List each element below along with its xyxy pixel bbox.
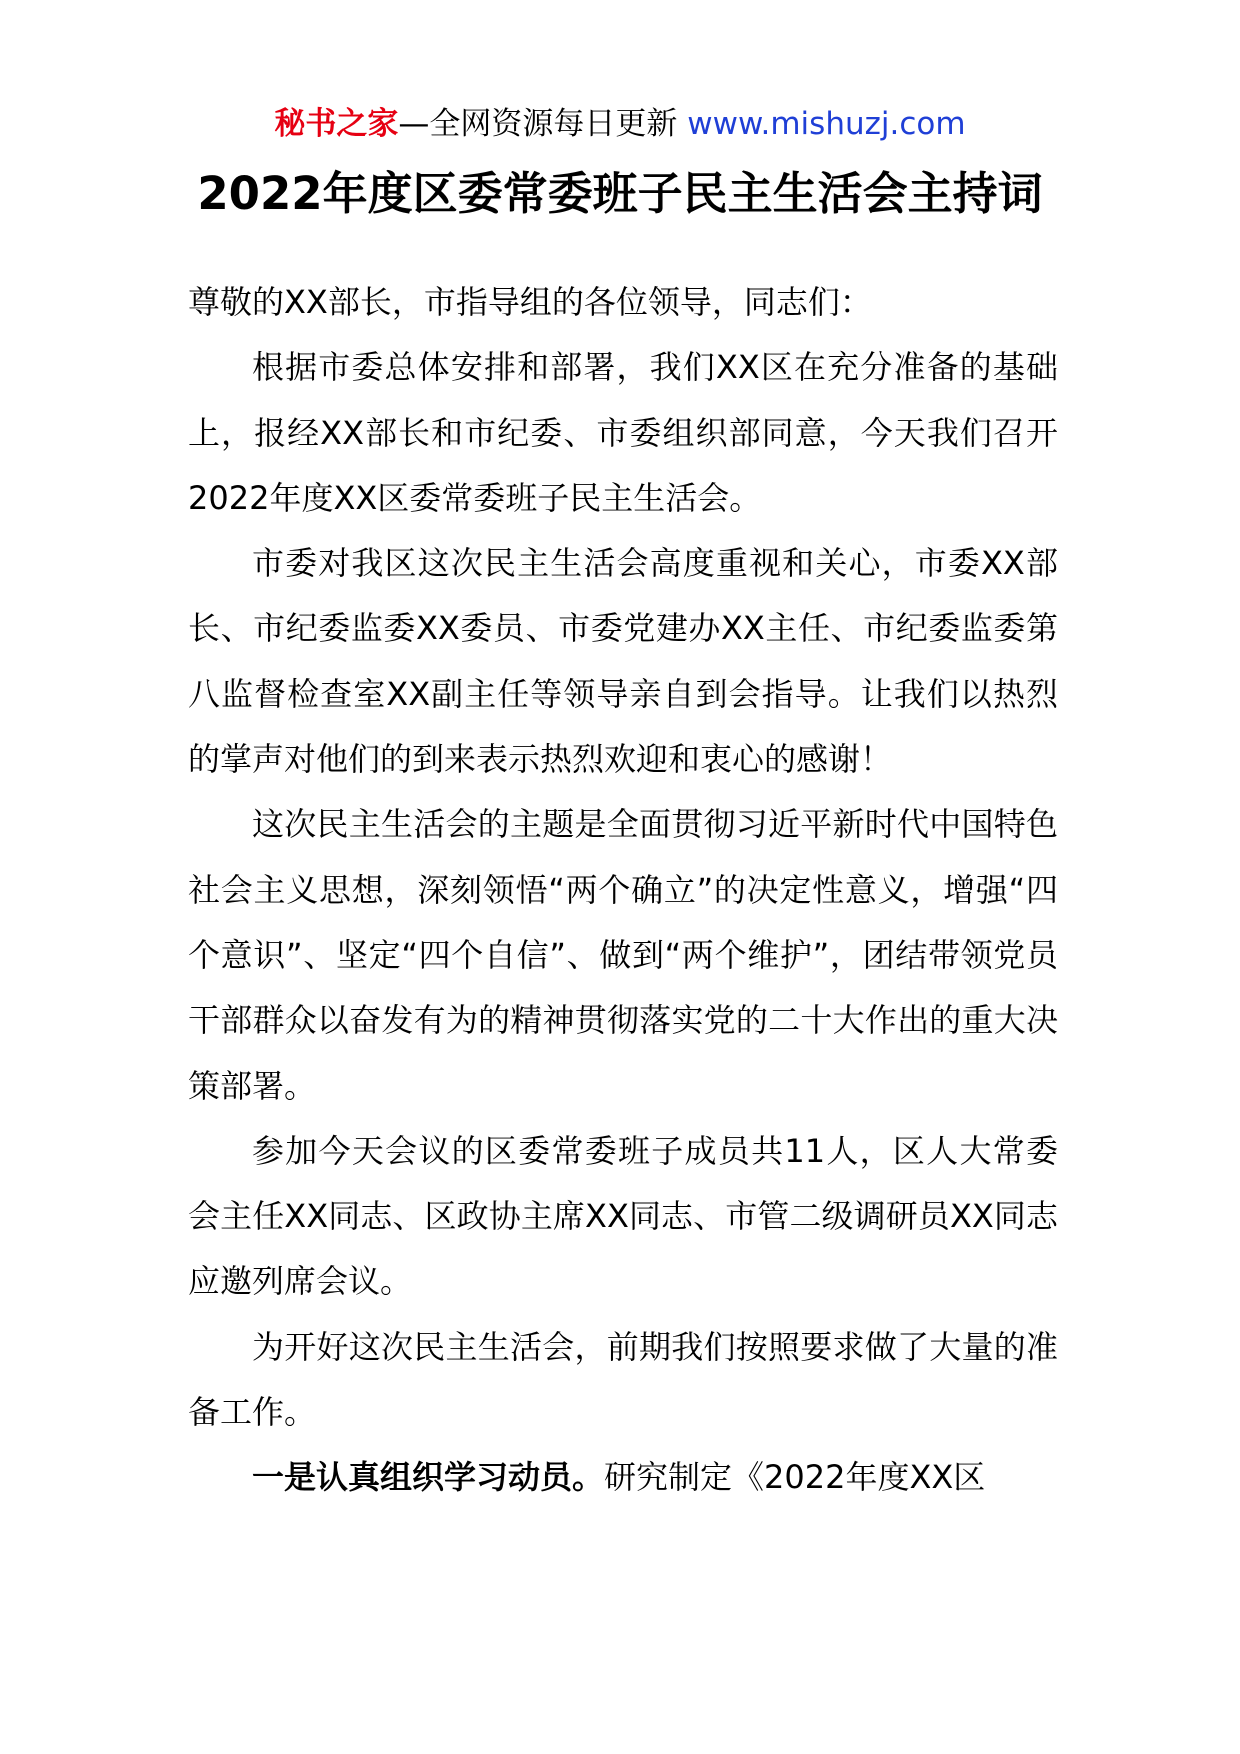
document-body xyxy=(188,270,1058,1511)
site-header xyxy=(0,102,1240,146)
salutation: 尊敬的XX部长，市指导组的各位领导，同志们： xyxy=(188,283,872,321)
brand-name: 秘书之家 xyxy=(274,106,399,142)
paragraph: 参加今天会议的区委常委班子成员共11人，区人大常委会主任XX同志、区政协主席XX同志、市管二级调研员XX同志应邀列席会议。 xyxy=(188,1131,1058,1301)
document-title: 2022年度区委常委班子民主生活会主持词 xyxy=(197,167,1043,220)
paragraph: 根据市委总体安排和部署，我们XX区在充分准备的基础上，报经XX部长和市纪委、市委组织部同意，今天我们召开2022年度XX区委常委班子民主生活会。 xyxy=(188,348,1058,517)
paragraph: 为开好这次民主生活会，前期我们按照要求做了大量的准备工作。 xyxy=(188,1327,1058,1432)
paragraph-text: 研究制定《2022年度XX区 xyxy=(604,1458,986,1497)
paragraph xyxy=(188,1445,1058,1510)
paragraph: 市委对我区这次民主生活会高度重视和关心，市委XX部长、市纪委监委XX委员、市委党建办XX主任、市纪委监委第八监督检查室XX副主任等领导亲自到会指导。让我们以热烈的掌声对他们的到来表示热烈欢迎和衷心的感谢！ xyxy=(188,544,1058,779)
header-tagline: —全网资源每日更新 xyxy=(398,106,678,142)
paragraph: 这次民主生活会的主题是全面贯彻习近平新时代中国特色社会主义思想，深刻领悟“两个确立”的决定性意义，增强“四个意识”、坚定“四个自信”、做到“两个维护”，团结带领党员干部群众以奋发有为的精神贯彻落实党的二十大作出的重大决策部署。 xyxy=(188,805,1058,1105)
paragraph-lead: 一是认真组织学习动员。 xyxy=(252,1458,605,1497)
site-url-link[interactable]: www.mishuzj.com xyxy=(687,106,966,142)
